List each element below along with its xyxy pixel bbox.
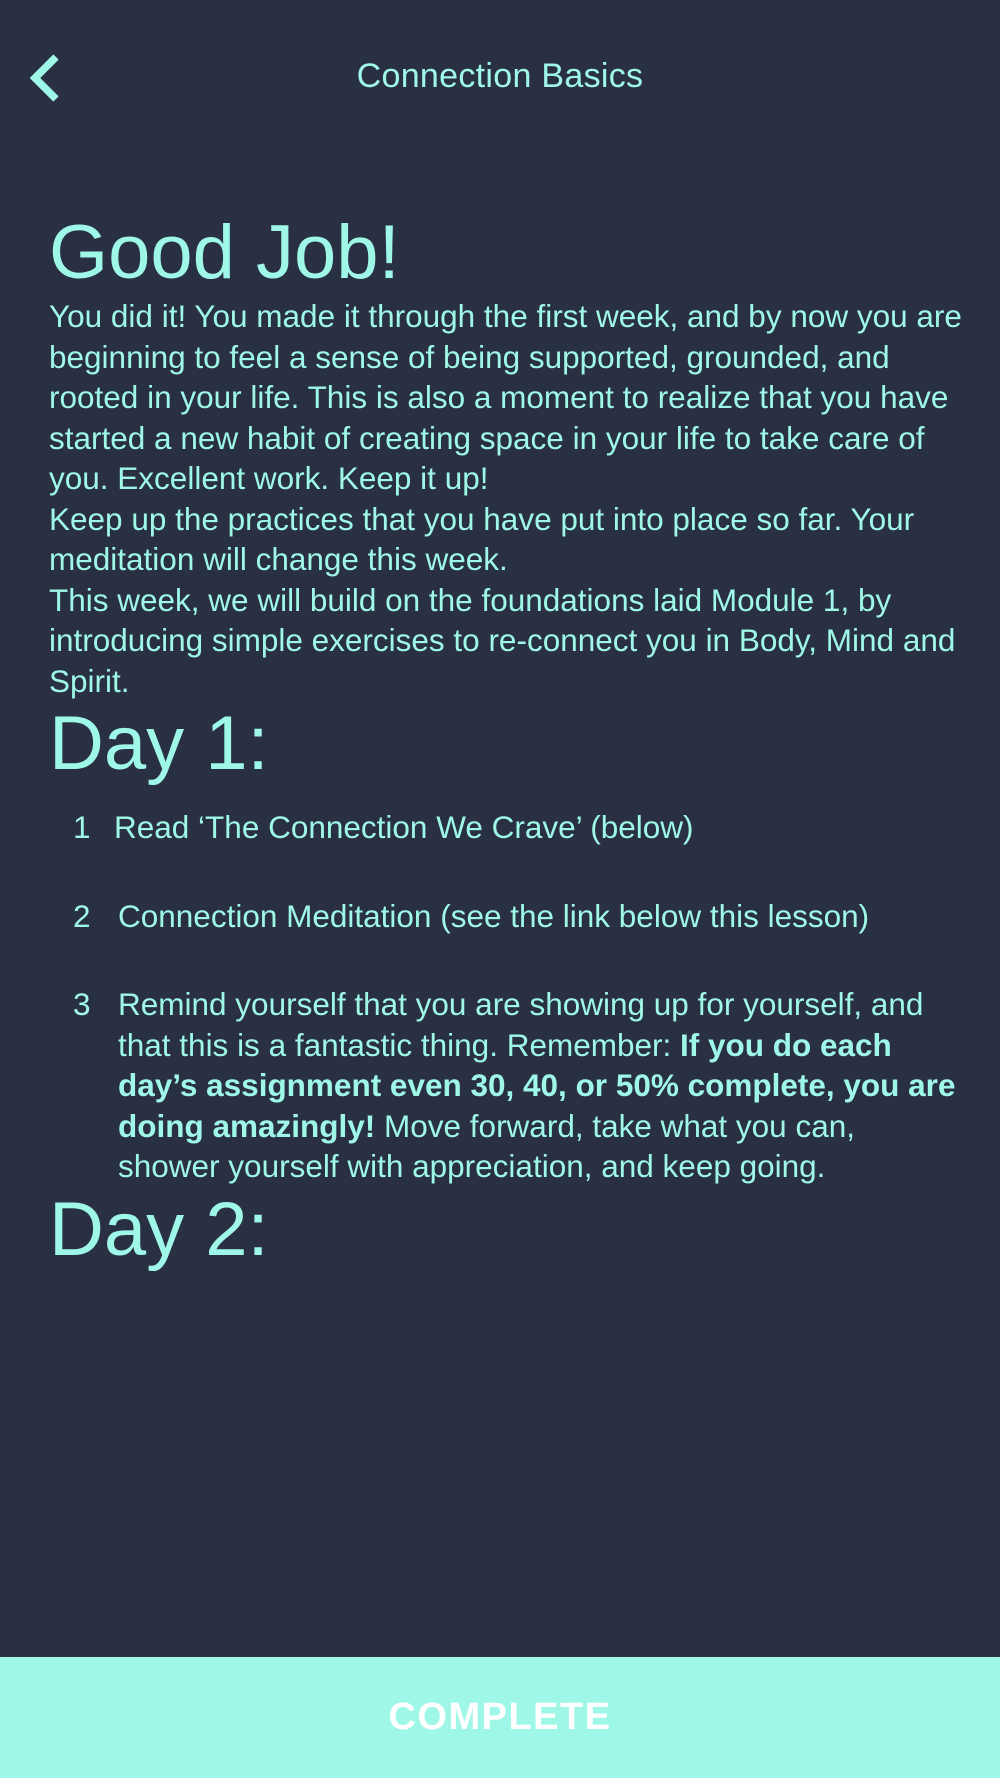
complete-button[interactable] xyxy=(0,1657,1000,1778)
lesson-content xyxy=(49,210,964,1273)
top-bar xyxy=(0,0,1000,150)
list-item-emphasis: If you do each day’s assignment even 30, 40, or 50% complete, you are doing amazingly! xyxy=(118,1026,956,1144)
list-item-text-end: Move forward, take what you can, shower yourself with appreciation, and keep going. xyxy=(118,1107,855,1184)
list-item-text: Remind yourself that you are showing up for yourself, and that this is a fantastic thing. Remember: xyxy=(118,986,924,1063)
day-2-heading: Day 2: xyxy=(49,1186,269,1272)
intro-paragraph: You did it! You made it through the first week, and by now you are beginning to feel a sense of being supported, grounded, and rooted in your life. This is also a moment to realize that you have started a new habit of creating space in your life to take care of you. Excellent work. Keep it up! xyxy=(49,298,962,496)
complete-button-label: COMPLETE xyxy=(388,1696,612,1738)
list-item-number: 3 xyxy=(73,986,91,1022)
page-title: Connection Basics xyxy=(356,57,644,95)
list-item-text: Read ‘The Connection We Crave’ (below) xyxy=(114,809,694,845)
practice-paragraph: Keep up the practices that you have put into place so far. Your meditation will change this week. xyxy=(49,500,915,577)
day-1-steps xyxy=(49,807,964,1187)
list-item xyxy=(49,807,964,848)
list-item-number: 1 xyxy=(73,809,91,845)
day-1-heading: Day 1: xyxy=(49,701,269,786)
list-item xyxy=(49,896,964,937)
list-item xyxy=(49,984,964,1187)
lesson-heading: Good Job! xyxy=(49,210,400,295)
list-item-number: 2 xyxy=(73,897,91,934)
week-plan-paragraph: This week, we will build on the foundations laid Module 1, by introducing simple exercises to re-connect you in Body, Mind and Spirit. xyxy=(49,581,956,699)
list-item-text: Connection Meditation (see the link below this lesson) xyxy=(118,897,870,934)
